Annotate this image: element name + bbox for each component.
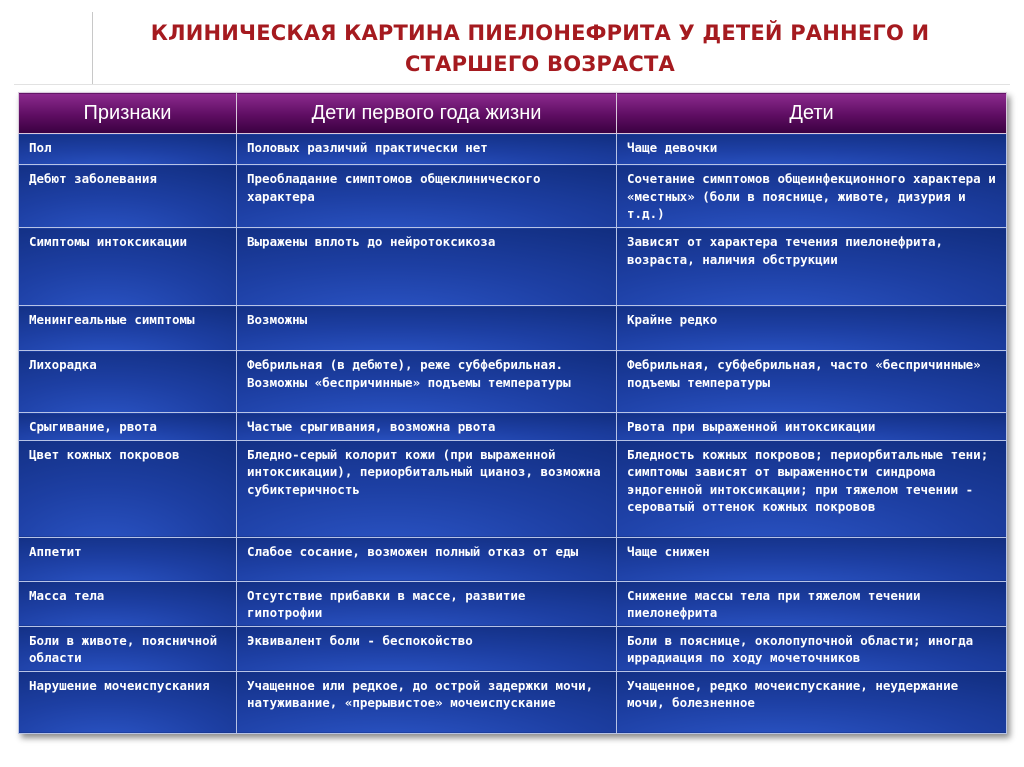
row-infants-cell: Преобладание симптомов общеклинического характера bbox=[237, 165, 617, 228]
table-row bbox=[19, 134, 1007, 165]
header-infants: Дети первого года жизни bbox=[237, 93, 617, 134]
row-sign-cell: Симптомы интоксикации bbox=[19, 228, 237, 306]
row-children-cell: Учащенное, редко мочеиспускание, неудержание мочи, болезненное bbox=[617, 671, 1007, 733]
decorative-vertical-line bbox=[92, 12, 93, 84]
header-signs: Признаки bbox=[19, 93, 237, 134]
row-infants-cell: Фебрильная (в дебюте), реже субфебрильная. Возможны «беспричинные» подъемы температуры bbox=[237, 351, 617, 413]
table-row bbox=[19, 537, 1007, 581]
header-children: Дети bbox=[617, 93, 1007, 134]
row-sign-cell: Дебют заболевания bbox=[19, 165, 237, 228]
row-children-cell: Бледность кожных покровов; периорбитальные тени; симптомы зависят от выраженности синдрома эндогенной интоксикации; при тяжелом течении - сероватый оттенок кожных покровов bbox=[617, 440, 1007, 537]
row-infants-cell: Слабое сосание, возможен полный отказ от еды bbox=[237, 537, 617, 581]
slide-title bbox=[100, 18, 980, 80]
row-sign-cell: Пол bbox=[19, 134, 237, 165]
row-children-cell: Рвота при выраженной интоксикации bbox=[617, 413, 1007, 441]
row-sign-cell: Нарушение мочеиспускания bbox=[19, 671, 237, 733]
row-children-cell: Фебрильная, субфебрильная, часто «беспричинные» подъемы температуры bbox=[617, 351, 1007, 413]
row-sign-cell: Боли в животе, поясничной области bbox=[19, 626, 237, 671]
table-header-row bbox=[19, 93, 1007, 134]
row-children-cell: Чаще девочки bbox=[617, 134, 1007, 165]
row-infants-cell: Отсутствие прибавки в массе, развитие гипотрофии bbox=[237, 581, 617, 626]
row-children-cell: Зависят от характера течения пиелонефрита, возраста, наличия обструкции bbox=[617, 228, 1007, 306]
table-row bbox=[19, 581, 1007, 626]
slide-title-line-1: КЛИНИЧЕСКАЯ КАРТИНА ПИЕЛОНЕФРИТА У ДЕТЕЙ РАННЕГО И bbox=[150, 21, 930, 45]
table-row bbox=[19, 351, 1007, 413]
row-sign-cell: Менингеальные симптомы bbox=[19, 306, 237, 351]
slide-title-line-2: СТАРШЕГО ВОЗРАСТА bbox=[404, 52, 676, 76]
decorative-horizontal-line bbox=[14, 84, 1010, 85]
row-children-cell: Сочетание симптомов общеинфекционного характера и «местных» (боли в пояснице, животе, дизурия и т.д.) bbox=[617, 165, 1007, 228]
row-sign-cell: Цвет кожных покровов bbox=[19, 440, 237, 537]
table-row bbox=[19, 626, 1007, 671]
row-children-cell: Крайне редко bbox=[617, 306, 1007, 351]
row-sign-cell: Срыгивание, рвота bbox=[19, 413, 237, 441]
row-infants-cell: Возможны bbox=[237, 306, 617, 351]
row-sign-cell: Лихорадка bbox=[19, 351, 237, 413]
table-row bbox=[19, 440, 1007, 537]
row-sign-cell: Аппетит bbox=[19, 537, 237, 581]
row-infants-cell: Учащенное или редкое, до острой задержки мочи, натуживание, «прерывистое» мочеиспускание bbox=[237, 671, 617, 733]
table-row bbox=[19, 671, 1007, 733]
row-infants-cell: Частые срыгивания, возможна рвота bbox=[237, 413, 617, 441]
row-infants-cell: Половых различий практически нет bbox=[237, 134, 617, 165]
row-sign-cell: Масса тела bbox=[19, 581, 237, 626]
row-infants-cell: Выражены вплоть до нейротоксикоза bbox=[237, 228, 617, 306]
row-children-cell: Боли в пояснице, околопупочной области; иногда иррадиация по ходу мочеточников bbox=[617, 626, 1007, 671]
row-infants-cell: Эквивалент боли - беспокойство bbox=[237, 626, 617, 671]
row-children-cell: Снижение массы тела при тяжелом течении пиелонефрита bbox=[617, 581, 1007, 626]
row-infants-cell: Бледно-серый колорит кожи (при выраженной интоксикации), периорбитальный цианоз, возможна субиктеричность bbox=[237, 440, 617, 537]
table-row bbox=[19, 306, 1007, 351]
table-row bbox=[19, 228, 1007, 306]
row-children-cell: Чаще снижен bbox=[617, 537, 1007, 581]
table-row bbox=[19, 413, 1007, 441]
comparison-table bbox=[18, 92, 1007, 734]
table-row bbox=[19, 165, 1007, 228]
